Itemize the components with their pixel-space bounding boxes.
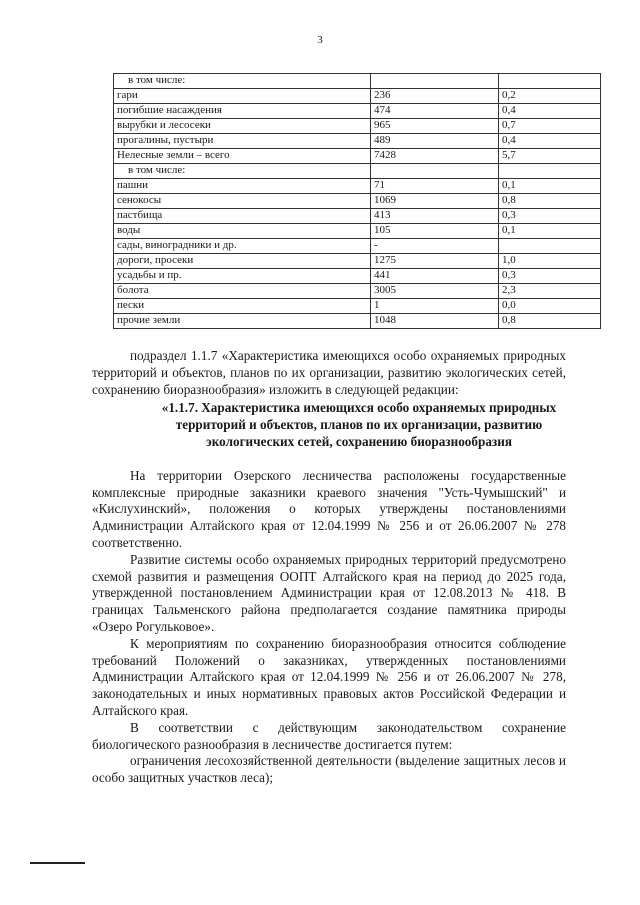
percent-cell: 0,1: [499, 179, 601, 194]
area-value-cell: 105: [371, 224, 499, 239]
table-row: [114, 134, 601, 149]
land-category-cell: сенокосы: [114, 194, 371, 209]
area-value-cell: 1048: [371, 314, 499, 329]
land-category-cell: гари: [114, 89, 371, 104]
table-row: [114, 179, 601, 194]
land-category-cell: пески: [114, 299, 371, 314]
page-number: 3: [317, 34, 323, 46]
table-row: [114, 119, 601, 134]
percent-cell: 0,8: [499, 194, 601, 209]
area-value-cell: 1069: [371, 194, 499, 209]
table-row: [114, 149, 601, 164]
paragraph-legislation: В соответствии с действующим законодательством сохранение биологического разнообразия в лесничестве достигается путем:: [92, 719, 566, 752]
table-row: [114, 209, 601, 224]
document-body: [92, 348, 566, 787]
land-category-cell: болота: [114, 284, 371, 299]
area-value-cell: [371, 74, 499, 89]
table-row: [114, 104, 601, 119]
table-row: [114, 284, 601, 299]
footnote-rule: [30, 862, 85, 864]
percent-cell: [499, 74, 601, 89]
area-value-cell: 7428: [371, 149, 499, 164]
percent-cell: 0,3: [499, 269, 601, 284]
percent-cell: 0,2: [499, 89, 601, 104]
land-category-cell: пастбища: [114, 209, 371, 224]
percent-cell: 2,3: [499, 284, 601, 299]
land-category-table: [113, 73, 601, 329]
area-value-cell: 71: [371, 179, 499, 194]
land-category-cell: пашни: [114, 179, 371, 194]
percent-cell: 0,4: [499, 104, 601, 119]
land-category-cell: погибшие насаждения: [114, 104, 371, 119]
table-row: [114, 269, 601, 284]
area-value-cell: 965: [371, 119, 499, 134]
paragraph-measures: К мероприятиям по сохранению биоразнообразия относится соблюдение требований Положений о заказниках, утвержденных постановлениями Администрации Алтайского края от 12.04.1999 № 256 и от 26.06.2007 № 278, законодательных и иных нормативных правовых актов Российской Федерации и Алтайского края.: [92, 635, 566, 718]
table-row: [114, 239, 601, 254]
table-row: [114, 74, 601, 89]
table-row: [114, 164, 601, 179]
land-category-cell: вырубки и лесосеки: [114, 119, 371, 134]
percent-cell: [499, 164, 601, 179]
area-value-cell: 1: [371, 299, 499, 314]
land-category-cell: усадьбы и пр.: [114, 269, 371, 284]
percent-cell: 0,3: [499, 209, 601, 224]
area-value-cell: 413: [371, 209, 499, 224]
percent-cell: 1,0: [499, 254, 601, 269]
land-category-cell: Нелесные земли – всего: [114, 149, 371, 164]
percent-cell: 0,4: [499, 134, 601, 149]
land-category-cell: прочие земли: [114, 314, 371, 329]
area-value-cell: 3005: [371, 284, 499, 299]
area-value-cell: 1275: [371, 254, 499, 269]
table-row: [114, 89, 601, 104]
percent-cell: [499, 239, 601, 254]
paragraph-development: Развитие системы особо охраняемых природных территорий предусмотрено схемой развития и размещения ООПТ Алтайского края на период до 2025 года, утвержденной постановлением Администрации края от 12.08.2013 № 418. В границах Тальменского района предполагается создание памятника природы «Озеро Рогульковое».: [92, 551, 566, 634]
percent-cell: 0,0: [499, 299, 601, 314]
land-category-cell: в том числе:: [114, 74, 371, 89]
percent-cell: 0,1: [499, 224, 601, 239]
area-value-cell: 236: [371, 89, 499, 104]
area-value-cell: -: [371, 239, 499, 254]
table-row: [114, 299, 601, 314]
table-row: [114, 254, 601, 269]
percent-cell: 0,7: [499, 119, 601, 134]
table-body: [114, 74, 601, 329]
land-category-cell: в том числе:: [114, 164, 371, 179]
percent-cell: 0,8: [499, 314, 601, 329]
table-row: [114, 194, 601, 209]
land-category-cell: дороги, просеки: [114, 254, 371, 269]
area-value-cell: 489: [371, 134, 499, 149]
intro-paragraph: подраздел 1.1.7 «Характеристика имеющихся особо охраняемых природных территорий и объектов, планов по их организации, развитию экологических сетей, сохранению биоразнообразия» изложить в следующей редакции:: [92, 348, 566, 397]
land-category-cell: воды: [114, 224, 371, 239]
land-category-cell: сады, виноградники и др.: [114, 239, 371, 254]
paragraph-restrictions: ограничения лесохозяйственной деятельности (выделение защитных лесов и особо защитных участков леса);: [92, 753, 566, 786]
area-value-cell: [371, 164, 499, 179]
area-value-cell: 441: [371, 269, 499, 284]
area-value-cell: 474: [371, 104, 499, 119]
land-category-cell: прогалины, пустыри: [114, 134, 371, 149]
paragraph-reserves: На территории Озерского лесничества расположены государственные комплексные природные заказники краевого значения "Усть-Чумышский" и «Кислухинский», положения о которых утверждены постановлениями Администрации Алтайского края от 12.04.1999 № 256 и от 26.06.2007 № 278 соответственно.: [92, 467, 566, 550]
table-row: [114, 224, 601, 239]
section-heading: «1.1.7. Характеристика имеющихся особо охраняемых природных территорий и объектов, планов по их организации, развитию экологических сетей, сохранению биоразнообразия: [161, 400, 557, 449]
percent-cell: 5,7: [499, 149, 601, 164]
table-row: [114, 314, 601, 329]
